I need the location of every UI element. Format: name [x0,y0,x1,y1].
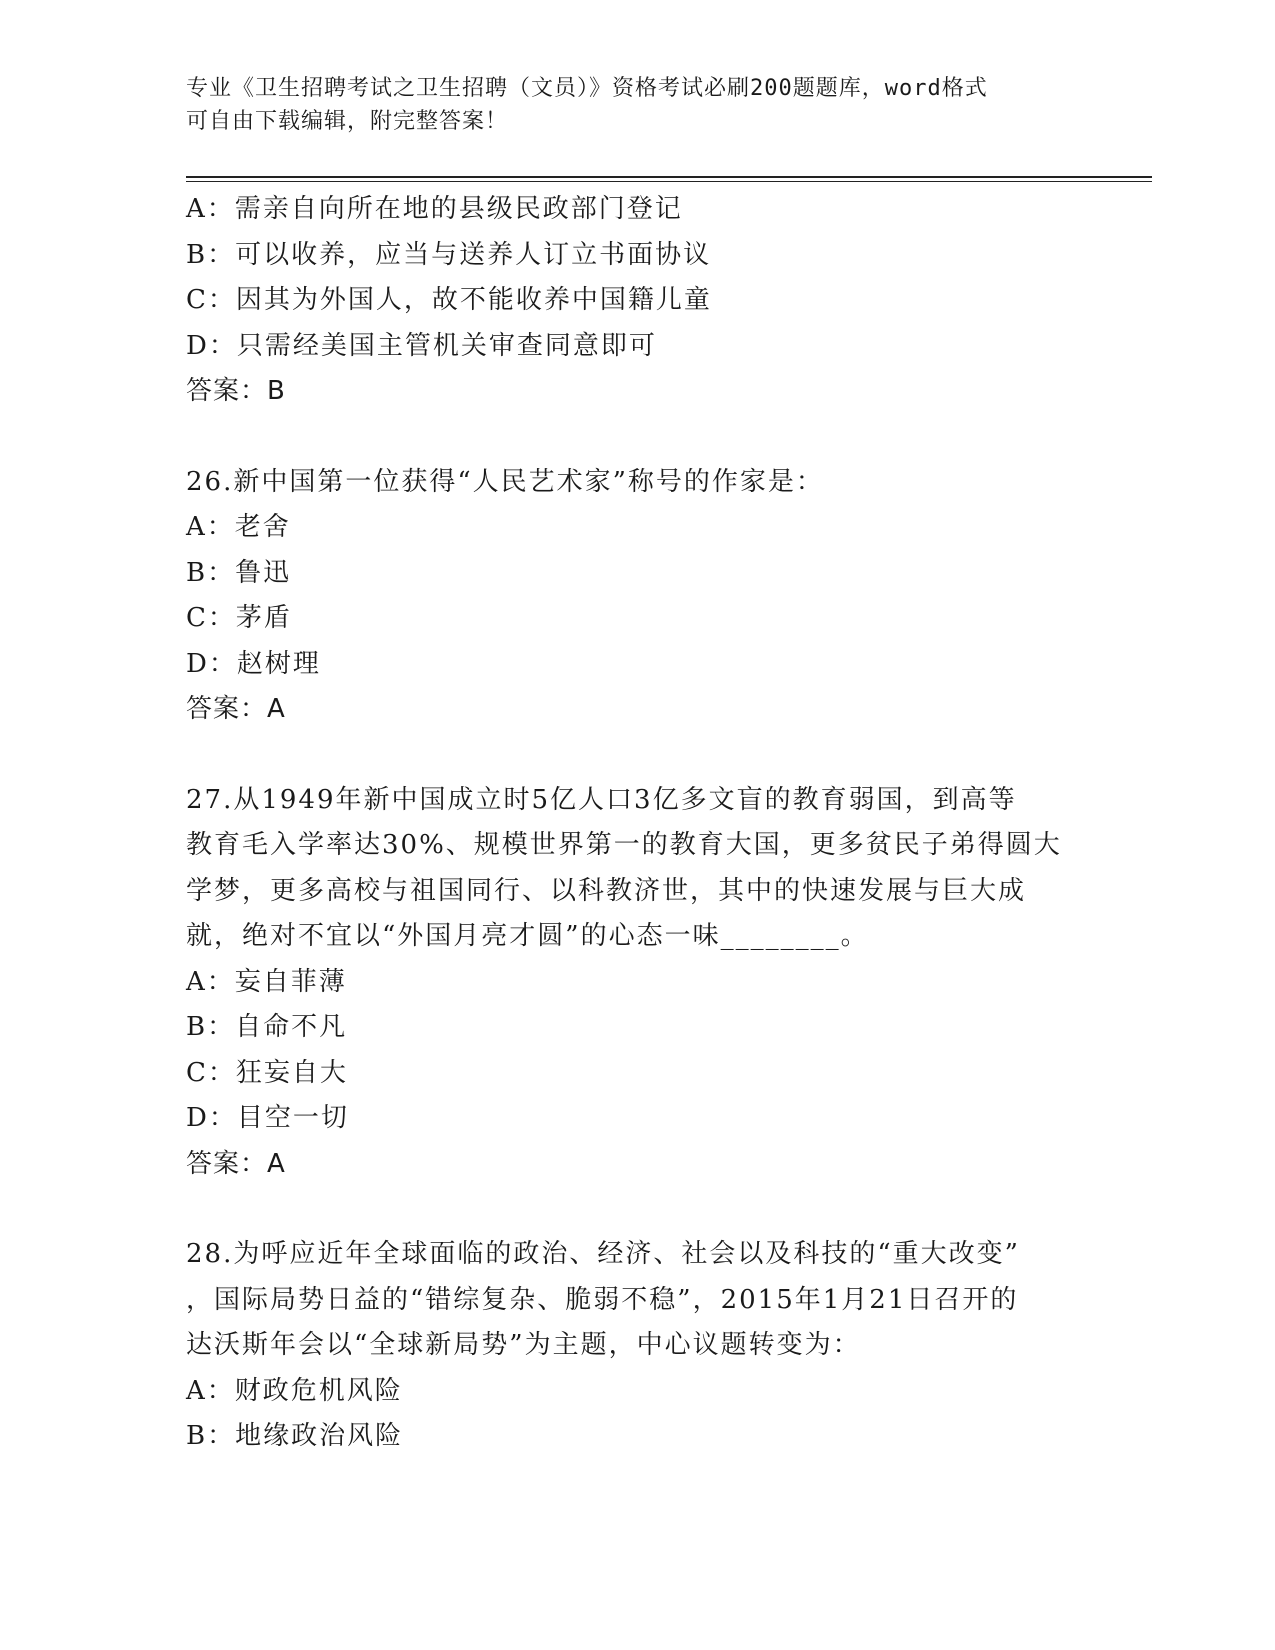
option-a: A：需亲自向所在地的县级民政部门登记 [186,194,683,224]
option-d: D：只需经美国主管机关审查同意即可 [186,330,657,361]
question-text-line: 27.从1949年新中国成立时5亿人口3亿多文盲的教育弱国，到高等 [186,784,1017,815]
question-spacer [186,1187,1086,1232]
option-a: A：财政危机风险 [186,1375,403,1406]
option-c: C：狂妄自大 [186,1057,348,1088]
answer-label: 答案：B [186,376,286,406]
question-text-line: ，国际局势日益的“错综复杂、脆弱不稳”，2015年1月21日召开的 [186,1284,1019,1315]
question-spacer [186,415,1086,460]
question-block-25 [186,187,1086,415]
answer-label: 答案：A [186,694,286,724]
option-a: A：妄自菲薄 [186,966,347,997]
option-c: C：因其为外国人，故不能收养中国籍儿童 [186,285,712,315]
header-rule-thick [186,176,1152,178]
question-spacer [186,733,1086,778]
option-d: D：目空一切 [186,1103,349,1133]
option-c: C：茅盾 [186,603,292,633]
answer-label: 答案：A [186,1148,286,1179]
question-text-line: 28.为呼应近年全球面临的政治、经济、社会以及科技的“重大改变” [186,1239,1020,1269]
header-rule-thin [186,181,1152,182]
question-text-line: 26.新中国第一位获得“人民艺术家”称号的作家是： [186,466,824,497]
question-text-line: 教育毛入学率达30%、规模世界第一的教育大国，更多贫民子弟得圆大 [186,830,1062,860]
question-text-line: 学梦，更多高校与祖国同行、以科教济世，其中的快速发展与巨大成 [186,875,1027,906]
question-block-28 [186,1232,1086,1460]
question-list [186,187,1086,1460]
option-d: D：赵树理 [186,648,321,679]
question-text-line: 达沃斯年会以“全球新局势”为主题，中心议题转变为： [186,1330,861,1360]
header-line-1: 专业《卫生招聘考试之卫生招聘（文员）》资格考试必刷200题题库，word格式 [186,76,988,101]
header-line-2: 可自由下载编辑，附完整答案！ [186,109,509,134]
option-b: B：地缘政治风险 [186,1421,404,1451]
option-a: A：老舍 [186,512,291,542]
option-b: B：自命不凡 [186,1012,348,1042]
question-block-26 [186,460,1086,733]
question-text-line: 就，绝对不宜以“外国月亮才圆”的心态一味________。 [186,921,869,951]
option-b: B：可以收养，应当与送养人订立书面协议 [186,239,712,270]
option-b: B：鲁迅 [186,557,292,588]
document-header [186,72,1086,138]
question-block-27 [186,778,1086,1188]
